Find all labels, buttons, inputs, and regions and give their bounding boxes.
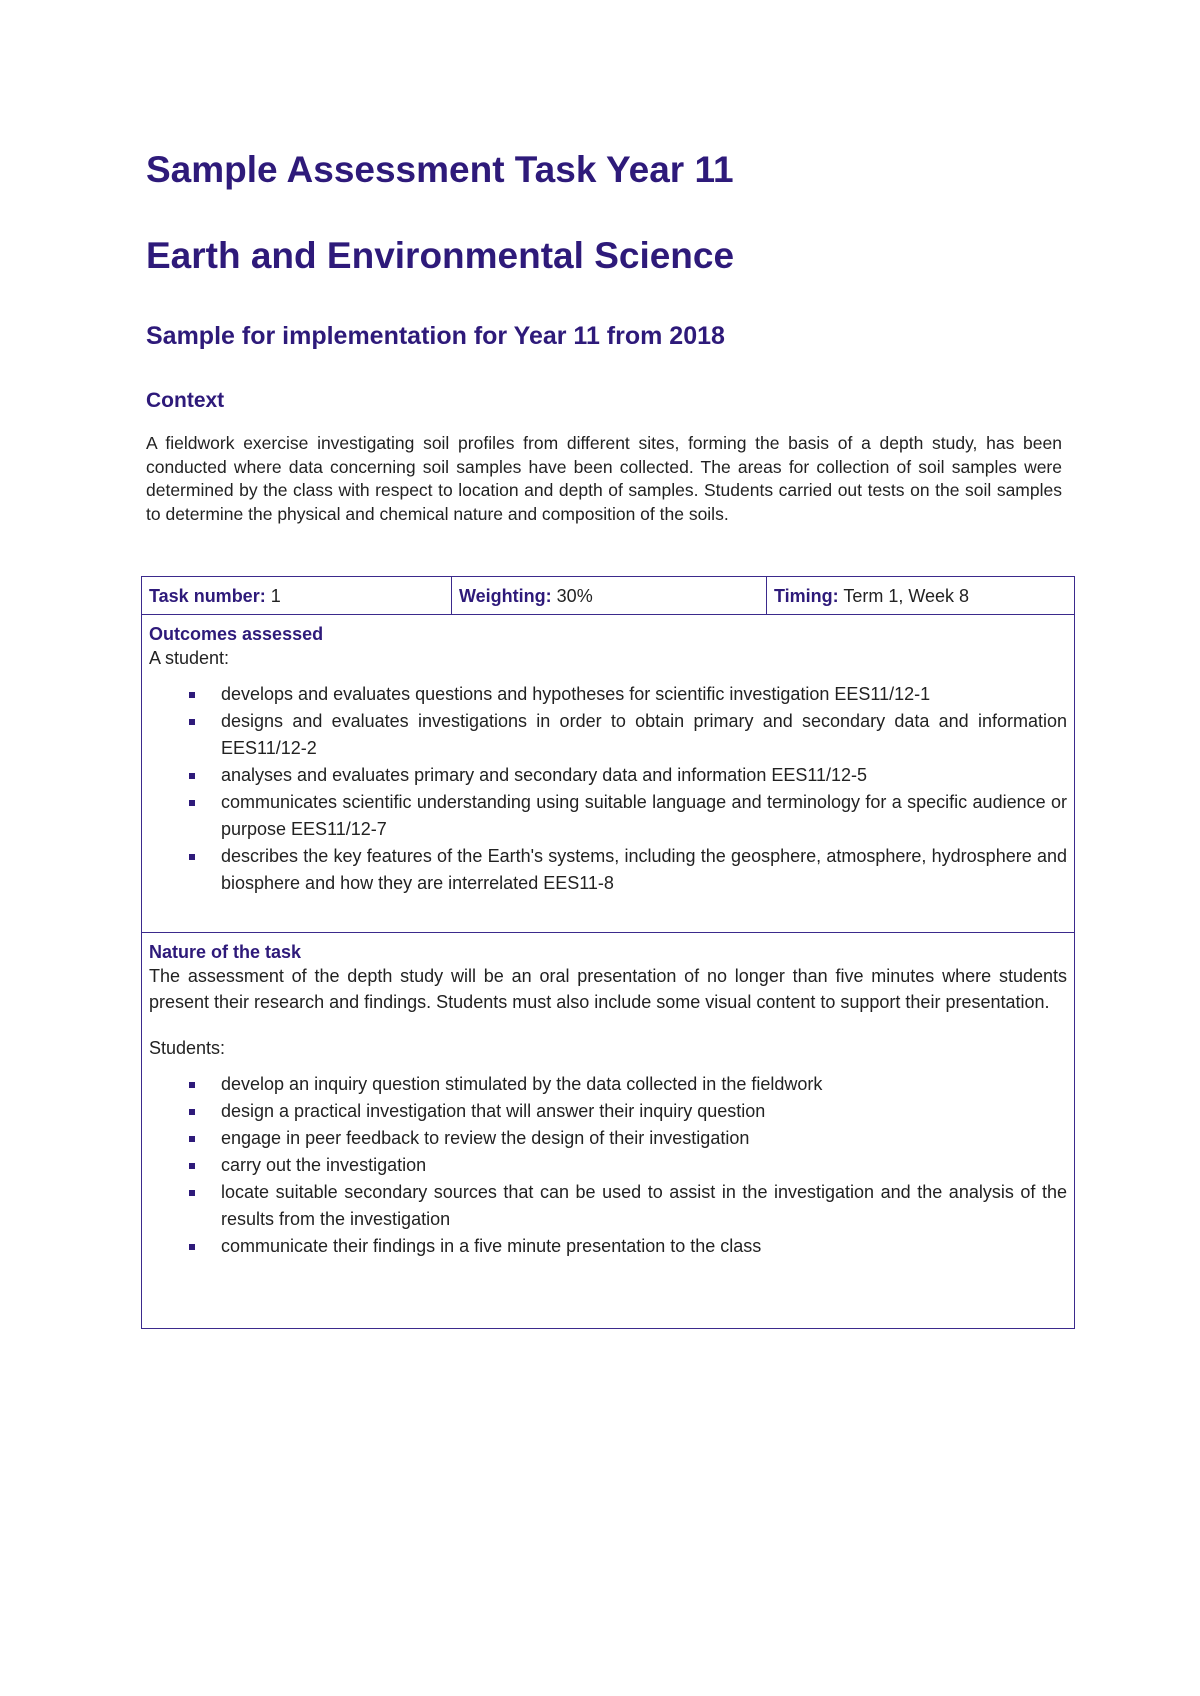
nature-paragraph: The assessment of the depth study will be an oral presentation of no longer than five minutes where students present their research and findings. Students must also include some visual content to support their presentation.	[149, 966, 1067, 1012]
list-item: communicate their findings in a five minute presentation to the class	[149, 1233, 1067, 1260]
list-item: carry out the investigation	[149, 1152, 1067, 1179]
timing-label: Timing:	[774, 586, 839, 606]
square-bullet-icon	[189, 1109, 195, 1115]
square-bullet-icon	[189, 773, 195, 779]
square-bullet-icon	[189, 800, 195, 806]
task-number-label: Task number:	[149, 586, 266, 606]
nature-heading: Nature of the task	[149, 942, 302, 962]
square-bullet-icon	[189, 1190, 195, 1196]
square-bullet-icon	[189, 1082, 195, 1088]
list-item: analyses and evaluates primary and secondary data and information EES11/12-5	[149, 762, 1067, 789]
weighting-cell	[451, 577, 766, 614]
square-bullet-icon	[189, 854, 195, 860]
square-bullet-icon	[189, 1163, 195, 1169]
weighting-value: 30%	[556, 586, 593, 606]
nature-section	[142, 933, 1074, 1328]
document-subtitle: Sample for implementation for Year 11 from 2018	[146, 322, 725, 350]
outcomes-list	[149, 681, 1067, 897]
task-table	[141, 576, 1075, 1329]
timing-cell	[766, 577, 1074, 614]
list-item: design a practical investigation that will answer their inquiry question	[149, 1098, 1067, 1125]
timing-value: Term 1, Week 8	[843, 586, 970, 606]
list-item: develop an inquiry question stimulated by the data collected in the fieldwork	[149, 1071, 1067, 1098]
nature-list	[149, 1071, 1067, 1260]
document-title: Sample Assessment Task Year 11	[146, 149, 734, 190]
outcomes-section	[142, 615, 1074, 933]
list-item: locate suitable secondary sources that can be used to assist in the investigation and the analysis of the results from the investigation	[149, 1179, 1067, 1233]
students-intro: Students:	[149, 1038, 226, 1058]
square-bullet-icon	[189, 719, 195, 725]
outcomes-intro: A student:	[149, 648, 230, 668]
document-subject-title: Earth and Environmental Science	[146, 235, 735, 276]
list-item: designs and evaluates investigations in order to obtain primary and secondary data and information EES11/12-2	[149, 708, 1067, 762]
list-item: engage in peer feedback to review the design of their investigation	[149, 1125, 1067, 1152]
square-bullet-icon	[189, 1244, 195, 1250]
task-number-value: 1	[270, 586, 281, 606]
weighting-label: Weighting:	[459, 586, 552, 606]
list-item: describes the key features of the Earth's systems, including the geosphere, atmosphere, hydrosphere and biosphere and how they are interrelated EES11-8	[149, 843, 1067, 897]
task-number-cell	[142, 577, 451, 614]
square-bullet-icon	[189, 692, 195, 698]
square-bullet-icon	[189, 1136, 195, 1142]
outcomes-heading: Outcomes assessed	[149, 624, 324, 644]
list-item: develops and evaluates questions and hypotheses for scientific investigation EES11/12-1	[149, 681, 1067, 708]
list-item: communicates scientific understanding using suitable language and terminology for a specific audience or purpose EES11/12-7	[149, 789, 1067, 843]
context-paragraph: A fieldwork exercise investigating soil profiles from different sites, forming the basis of a depth study, has been conducted where data concerning soil samples have been collected. The areas for collection of soil samples were determined by the class with respect to location and depth of samples. Students carried out tests on the soil samples to determine the physical and chemical nature and composition of the soils.	[146, 433, 1062, 524]
context-heading: Context	[146, 389, 225, 412]
task-details-row	[142, 577, 1074, 615]
